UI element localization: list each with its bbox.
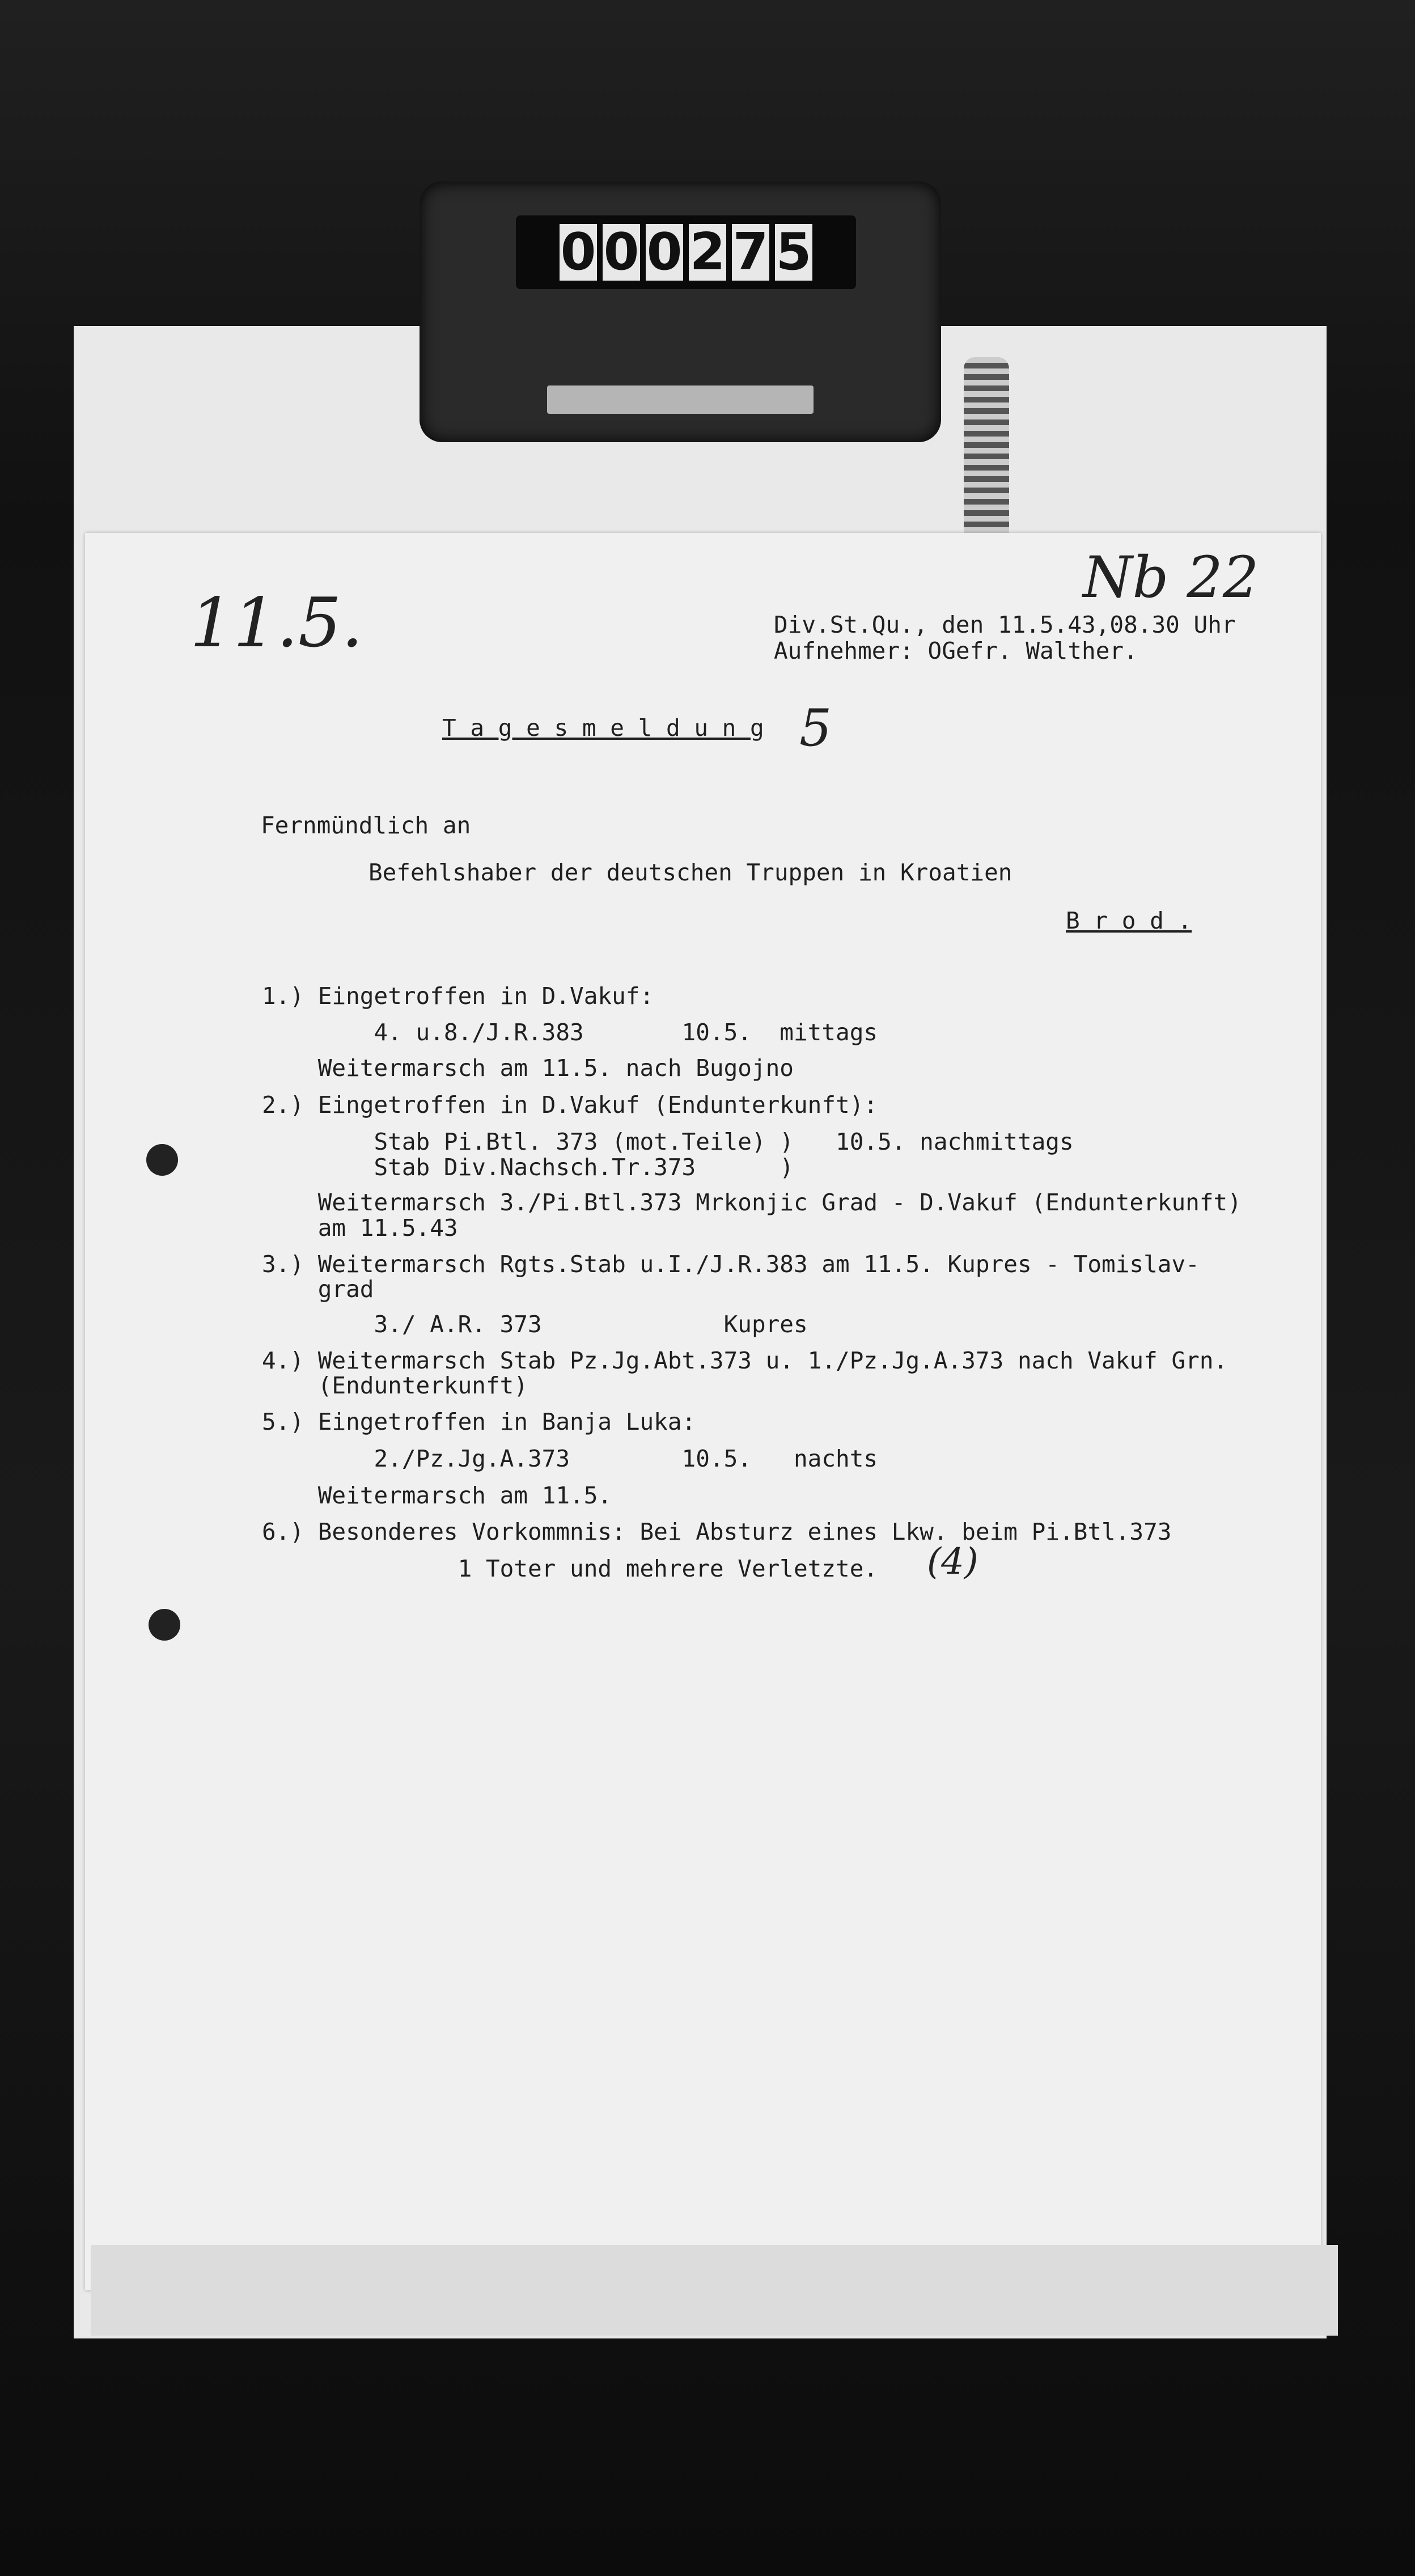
body-line: grad (262, 1276, 374, 1303)
handwritten-date: 11.5. (190, 584, 363, 663)
body-line: 4.) Weitermarsch Stab Pz.Jg.Abt.373 u. 1./Pz.Jg.A.373 nach Vakuf Grn. (262, 1347, 1228, 1374)
address-line: Befehlshaber der deutschen Truppen in Kroatien (368, 859, 1012, 886)
handwritten-title-number: 5 (799, 698, 832, 758)
body-line: 1.) Eingetroffen in D.Vakuf: (262, 982, 654, 1010)
punch-hole (146, 1144, 178, 1176)
body-line: 3.) Weitermarsch Rgts.Stab u.I./J.R.383 am 11.5. Kupres - Tomislav- (262, 1251, 1200, 1278)
document-title: T a g e s m e l d u n g (442, 714, 764, 742)
punch-hole (149, 1609, 180, 1641)
counter-digit: 0 (603, 222, 639, 282)
address-line: Fernmündlich an (261, 812, 471, 839)
page-bottom-strip (91, 2245, 1338, 2336)
body-line: 3./ A.R. 373 Kupres (262, 1311, 808, 1338)
counter-digit: 5 (776, 222, 812, 282)
header-recipient-line: Aufnehmer: OGefr. Walther. (774, 637, 1138, 664)
handwritten-footnote-mark: (4) (927, 1541, 978, 1583)
frame-counter (420, 181, 941, 442)
body-line: am 11.5.43 (262, 1214, 458, 1242)
counter-digit: 2 (689, 222, 726, 282)
handwritten-reference: Nb 22 (1083, 544, 1259, 611)
body-line: Stab Div.Nachsch.Tr.373 ) (262, 1154, 794, 1181)
counter-digit: 7 (732, 222, 769, 282)
body-line: 6.) Besonderes Vorkommnis: Bei Absturz eines Lkw. beim Pi.Btl.373 (262, 1518, 1172, 1545)
body-line: 2./Pz.Jg.A.373 10.5. nachts (262, 1445, 878, 1472)
body-line: Weitermarsch 3./Pi.Btl.373 Mrkonjic Grad - D.Vakuf (Endunterkunft) (262, 1189, 1242, 1216)
body-line: Weitermarsch am 11.5. (262, 1482, 612, 1509)
body-line: 2.) Eingetroffen in D.Vakuf (Endunterkunft): (262, 1091, 878, 1118)
body-line: Stab Pi.Btl. 373 (mot.Teile) ) 10.5. nachmittags (262, 1128, 1074, 1155)
body-line: Weitermarsch am 11.5. nach Bugojno (262, 1054, 794, 1082)
body-line: 4. u.8./J.R.383 10.5. mittags (262, 1019, 878, 1046)
body-line: 5.) Eingetroffen in Banja Luka: (262, 1408, 696, 1435)
header-date-line: Div.St.Qu., den 11.5.43,08.30 Uhr (774, 611, 1236, 638)
counter-digit: 0 (560, 222, 596, 282)
body-line: 1 Toter und mehrere Verletzte. (262, 1555, 878, 1582)
counter-knob (964, 357, 1009, 544)
body-line: (Endunterkunft) (262, 1372, 528, 1399)
address-city: B r o d . (1066, 907, 1192, 934)
counter-label-plate (547, 385, 814, 414)
counter-window (516, 215, 856, 289)
counter-digit: 0 (646, 222, 683, 282)
